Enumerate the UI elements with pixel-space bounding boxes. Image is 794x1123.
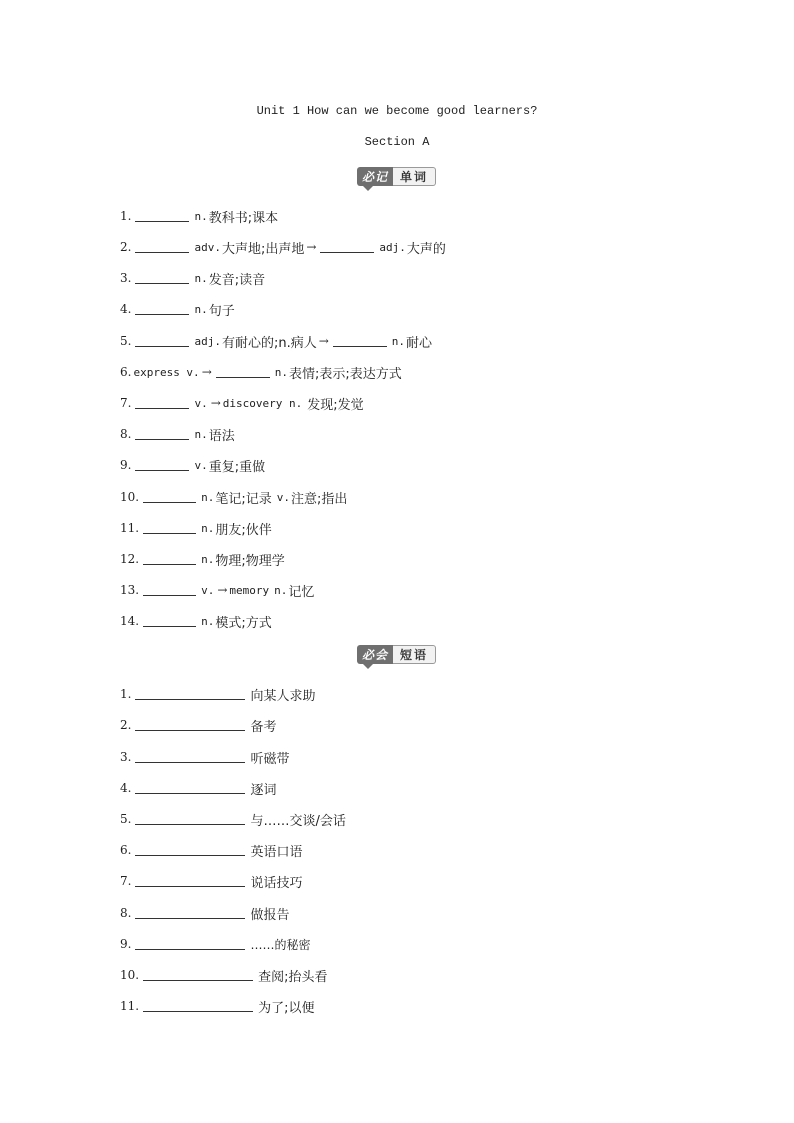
answer-blank[interactable] [135, 303, 189, 315]
answer-blank[interactable] [135, 844, 245, 856]
meaning: 英语口语 [250, 844, 303, 860]
section-title: Section A [364, 135, 430, 149]
item-number: 2. [120, 718, 132, 732]
meaning: 与……交谈/会话 [250, 813, 346, 829]
item-number: 11. [120, 521, 140, 535]
item-number: 3. [120, 750, 132, 764]
phrase-item [120, 747, 289, 767]
part-of-speech: adv. [194, 240, 221, 254]
vocab-item [120, 237, 446, 257]
item-number: 9. [120, 937, 132, 951]
meaning: 记忆 [288, 584, 315, 600]
vocab-item [120, 518, 272, 538]
meaning: 语法 [208, 428, 235, 444]
meaning: 为了;以便 [258, 1000, 315, 1016]
given-word: discovery n. [222, 396, 303, 410]
vocab-badge-right: 单词 [393, 167, 436, 186]
answer-blank[interactable] [320, 241, 374, 253]
phrase-item [120, 684, 315, 704]
answer-blank[interactable] [135, 210, 189, 222]
answer-blank[interactable] [135, 241, 189, 253]
meaning: 发现;发觉 [307, 397, 364, 413]
vocab-item [120, 455, 265, 475]
vocab-item [120, 424, 235, 444]
unit-title: Unit 1 How can we become good learners? [256, 104, 538, 118]
vocab-item [120, 268, 265, 288]
part-of-speech: n. [194, 427, 208, 441]
meaning: 查阅;抬头看 [258, 969, 328, 985]
phrase-badge [357, 645, 436, 664]
item-number: 6. [120, 365, 132, 379]
answer-blank[interactable] [135, 688, 245, 700]
item-number: 3. [120, 271, 132, 285]
answer-blank[interactable] [143, 1000, 253, 1012]
part-of-speech: n. [194, 271, 208, 285]
item-number: 12. [120, 552, 140, 566]
part-of-speech: v. [276, 490, 290, 504]
answer-blank[interactable] [216, 366, 270, 378]
meaning: 教科书;课本 [208, 210, 279, 226]
phrase-item [120, 840, 302, 860]
phrase-item [120, 871, 302, 891]
part-of-speech: n. [201, 490, 215, 504]
meaning: 有耐心的;n.病人 [221, 335, 317, 351]
arrow-icon: → [318, 334, 329, 348]
vocab-item [120, 331, 432, 351]
meaning: 物理;物理学 [215, 553, 285, 569]
given-word: express v. [133, 365, 200, 379]
meaning: 朋友;伙伴 [215, 522, 272, 538]
meaning: 表情;表示;表达方式 [289, 366, 402, 382]
answer-blank[interactable] [143, 522, 196, 534]
meaning: 句子 [208, 303, 235, 319]
answer-blank[interactable] [135, 751, 245, 763]
meaning: 大声的 [406, 241, 446, 257]
meaning: 听磁带 [250, 751, 290, 767]
item-number: 4. [120, 781, 132, 795]
part-of-speech: adj. [379, 240, 406, 254]
answer-blank[interactable] [135, 272, 189, 284]
vocab-item [120, 393, 364, 413]
phrase-item [120, 778, 276, 798]
vocab-item [120, 206, 278, 226]
vocab-item [120, 549, 285, 569]
answer-blank[interactable] [135, 719, 245, 731]
answer-blank[interactable] [143, 491, 196, 503]
answer-blank[interactable] [135, 335, 189, 347]
part-of-speech: n. [274, 583, 288, 597]
phrase-badge-right: 短语 [393, 645, 436, 664]
given-word: memory [229, 583, 270, 597]
answer-blank[interactable] [333, 335, 387, 347]
item-number: 8. [120, 906, 132, 920]
answer-blank[interactable] [135, 459, 189, 471]
vocab-badge-left: 必记 [357, 167, 393, 186]
item-number: 7. [120, 396, 132, 410]
answer-blank[interactable] [143, 615, 196, 627]
meaning: 做报告 [250, 907, 290, 923]
vocab-item [120, 611, 272, 631]
part-of-speech: v. [194, 458, 208, 472]
answer-blank[interactable] [135, 782, 245, 794]
item-number: 4. [120, 302, 132, 316]
meaning: 重复;重做 [208, 459, 266, 475]
item-number: 9. [120, 458, 132, 472]
vocab-item [120, 487, 347, 507]
answer-blank[interactable] [135, 397, 189, 409]
answer-blank[interactable] [135, 875, 245, 887]
meaning: 逐词 [250, 782, 277, 798]
part-of-speech: v. [201, 583, 215, 597]
part-of-speech: v. [194, 396, 208, 410]
meaning: 耐心 [406, 335, 433, 351]
phrase-item [120, 715, 276, 735]
answer-blank[interactable] [143, 553, 196, 565]
vocab-item [120, 362, 402, 382]
part-of-speech: adj. [194, 334, 221, 348]
phrase-badge-left: 必会 [357, 645, 393, 664]
item-number: 11. [120, 999, 140, 1013]
answer-blank[interactable] [135, 813, 245, 825]
arrow-icon: → [201, 365, 212, 379]
part-of-speech: n. [194, 302, 208, 316]
item-number: 2. [120, 240, 132, 254]
phrase-item [120, 996, 314, 1016]
vocab-item [120, 580, 314, 600]
vocab-item [120, 299, 235, 319]
item-number: 8. [120, 427, 132, 441]
phrase-item [120, 903, 289, 923]
item-number: 5. [120, 334, 132, 348]
arrow-icon: → [306, 240, 317, 254]
phrase-item [120, 965, 327, 985]
part-of-speech: n. [201, 521, 215, 535]
meaning: 注意;指出 [290, 491, 348, 507]
item-number: 6. [120, 843, 132, 857]
answer-blank[interactable] [135, 428, 189, 440]
part-of-speech: n. [194, 209, 208, 223]
vocab-badge [357, 167, 436, 186]
item-number: 7. [120, 874, 132, 888]
arrow-icon: → [217, 583, 228, 597]
item-number: 1. [120, 209, 132, 223]
answer-blank[interactable] [143, 584, 196, 596]
part-of-speech: n. [391, 334, 406, 348]
arrow-icon: → [210, 396, 221, 410]
answer-blank[interactable] [143, 969, 253, 981]
meaning: 大声地;出声地 [221, 241, 305, 257]
item-number: 1. [120, 687, 132, 701]
meaning: 备考 [250, 719, 277, 735]
meaning: 模式;方式 [215, 615, 272, 631]
item-number: 13. [120, 583, 140, 597]
item-number: 10. [120, 968, 140, 982]
item-number: 10. [120, 490, 140, 504]
meaning: 发音;读音 [208, 272, 266, 288]
meaning: 向某人求助 [250, 688, 316, 704]
meaning: ……的秘密 [250, 937, 311, 952]
item-number: 5. [120, 812, 132, 826]
answer-blank[interactable] [135, 938, 245, 950]
part-of-speech: n. [274, 365, 288, 379]
meaning: 笔记;记录 [215, 491, 272, 507]
answer-blank[interactable] [135, 907, 245, 919]
phrase-item [120, 809, 346, 829]
phrase-item [120, 934, 310, 954]
part-of-speech: n. [201, 614, 215, 628]
item-number: 14. [120, 614, 140, 628]
meaning: 说话技巧 [250, 875, 303, 891]
part-of-speech: n. [201, 552, 215, 566]
